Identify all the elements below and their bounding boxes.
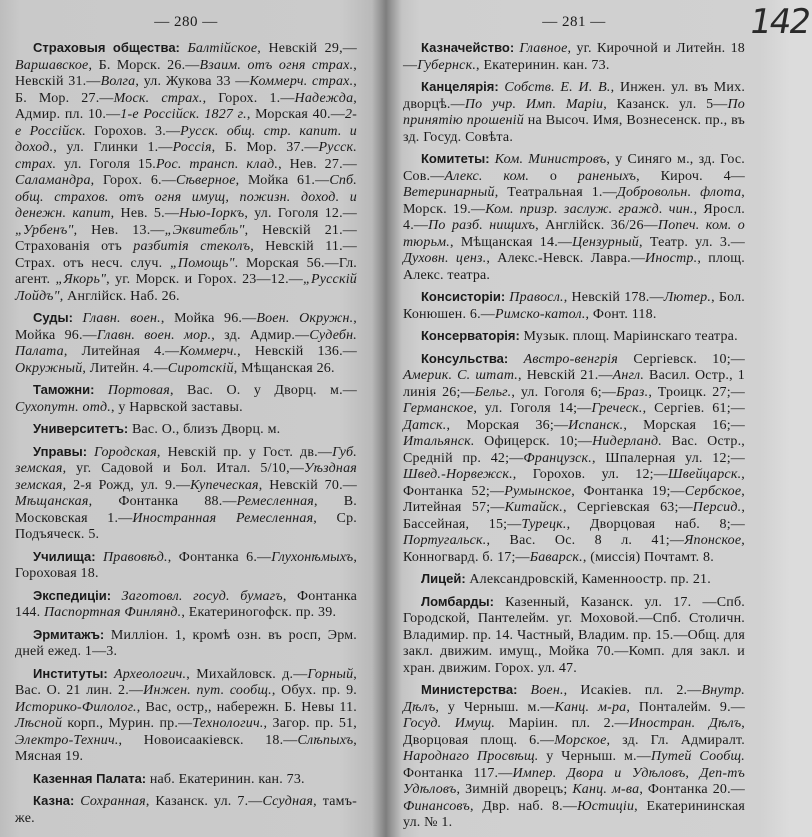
page-number: — 280 — (154, 14, 218, 30)
entry-heading: Казенная Палата: (33, 770, 147, 786)
institution-name: Паспортная Финлянд. (44, 605, 182, 620)
institution-name: Сохранная (80, 794, 146, 809)
address-text: , Фонтанка 20.— (639, 782, 745, 797)
institution-name: Лютер. (663, 290, 712, 305)
directory-entry (15, 771, 357, 789)
address-text: , Сергіевская 63;— (563, 500, 693, 515)
entry-heading: Министерства: (421, 682, 518, 697)
institution-name: Испанск. (568, 417, 624, 433)
institution-name: Швед.-Норвежск. (403, 467, 513, 482)
address-text: . Морская 56.—Гл. агент. (15, 255, 358, 287)
address-text: , ул. Гоголя 14;— (473, 401, 592, 416)
institution-name: Иностран. Дѣлъ (628, 716, 742, 731)
institution-name: Инжен. пут. сообщ. (143, 683, 272, 698)
address-text: , Театр. ул. 3.— (639, 234, 745, 250)
address-text: , Зимній дворецъ; (456, 782, 573, 797)
directory-entry (15, 40, 357, 305)
address-text: , Литейн. 4.— (82, 360, 168, 376)
address-text: , Фонт. 118. (585, 306, 657, 322)
institution-name: Канц. м-ра (554, 699, 627, 715)
institution-name: „Урбенъ" (15, 222, 74, 238)
institution-name: По принятію прошеній (403, 96, 745, 128)
address-text: , Невскій пр. у Гост. дв.— (156, 444, 333, 460)
address-text: у Черныш. м.— (538, 749, 651, 764)
directory-entry (15, 382, 357, 416)
directory-entry (15, 666, 357, 766)
entry-heading: Казначейство: (421, 40, 515, 55)
address-text: , Алекс.-Невск. Лавра.— (486, 251, 646, 266)
address-text: , Морск. 19.— (403, 185, 745, 217)
institution-name: Купеческая (190, 477, 259, 493)
address-text: Маріин. пл. 2.— (495, 716, 629, 731)
address-text: , Горохов. ул. 12;— (512, 467, 668, 482)
directory-entry (403, 289, 745, 323)
institution-name: Правовѣд. (102, 549, 168, 565)
directory-entry (15, 588, 357, 622)
institution-name: „Якорь" (55, 272, 107, 287)
address-text: Вас. Остр., Средній пр. 42;— (403, 434, 745, 466)
address-text: Музык. площ. Маріинскаго театра. (523, 329, 738, 344)
address-text: о (529, 168, 578, 184)
entry-heading: Консульства: (421, 350, 509, 366)
institution-name: разбитія стеколъ (133, 239, 251, 254)
address-text: , уг. Морск. и Горох. 23—12.— (106, 272, 303, 287)
address-text: , уг. Садовой и Бол. Итал. 5/10,— (62, 461, 305, 476)
address-text: корп., Мурин. пр.— (62, 716, 193, 731)
institution-name: Иностр. (645, 251, 698, 266)
institution-name: Китайск. (504, 500, 564, 515)
entry-heading: Экспедиціи: (33, 587, 112, 603)
address-text: , у Черныш. м.— (435, 699, 555, 715)
directory-entry (403, 351, 745, 567)
institution-name: Спб. общ. страхов. отъ огня имущ, пожизн. доход. и денежн. капит (15, 173, 357, 221)
institution-name: Воен. Окружн. (256, 311, 354, 326)
address-text: , Б. Мор. 37.— (211, 140, 319, 155)
institution-name: Финансовъ (403, 798, 470, 814)
institution-name: Персид. (692, 500, 742, 515)
directory-entry (403, 151, 745, 284)
institution-name: Румынское (504, 483, 572, 499)
address-text: , Понталейм. 9.— (626, 699, 745, 715)
address-text: , Шпалерная ул. 12;— (592, 450, 745, 466)
left-page (15, 0, 357, 832)
address-text: , Обух. пр. 9. (271, 683, 357, 698)
institution-name: Губернск. (417, 57, 477, 73)
address-text: , Инжен. ул. въ Мих. дворцѣ.— (403, 80, 746, 112)
institution-name: „Помощь" (169, 255, 235, 271)
address-text: , тамъ-же. (15, 794, 358, 826)
address-text: , зд. Гл. Адмиралт. (606, 732, 746, 748)
address-text: , Мойка 61.— (235, 173, 330, 188)
institution-name: Окружный (15, 360, 83, 376)
institution-name: Технологич. (192, 716, 264, 731)
institution-name: Португальск. (403, 533, 487, 548)
institution-name: Мѣщанская (15, 494, 89, 509)
directory-entry (15, 310, 357, 377)
address-text: , у Нарвской заставы. (111, 399, 243, 415)
institution-name: По учр. Имп. Маріи (464, 96, 604, 112)
directory-entry (403, 594, 745, 678)
address-text: , Гороховая 18. (15, 549, 358, 581)
institution-name: Французск. (523, 450, 592, 466)
institution-name: Ремесленная (236, 494, 315, 509)
institution-name: раненыхъ (577, 168, 637, 184)
institution-name: 2-е Россійск. (15, 107, 357, 139)
address-text: , Невскій 21.—Страхованія отъ (15, 222, 357, 254)
entry-heading: Казна: (33, 793, 75, 808)
address-text: на Высоч. Имя, Вознесенск. пр., въ зд. Госуд. Совѣта. (403, 113, 745, 145)
institution-name: Взаим. отъ огня страх. (199, 57, 354, 73)
institution-name: Коммерч. (179, 344, 238, 359)
address-text: Васил. Остр., 1 линія 26;— (403, 368, 745, 400)
institution-name: Греческ. (591, 401, 643, 416)
directory-entry (15, 549, 357, 583)
address-text: , Невскій 29,— (257, 41, 357, 56)
directory-entry (403, 40, 745, 74)
address-text: , Мѣщанская 14.— (450, 234, 573, 250)
institution-name: Главн. воен. мор. (96, 327, 212, 343)
institution-name: Нидерланд. (592, 434, 662, 449)
address-text: наб. Екатеринин. кан. 73. (149, 771, 305, 787)
address-text: Фонтанка 117.— (403, 765, 513, 781)
institution-name: Канц. м-ва (572, 782, 640, 797)
address-text: , Вас, остр,, набережн. Б. Невы 11. (136, 699, 357, 715)
institution-name: Коммерч. страх. (249, 74, 354, 89)
institution-name: Археологич. (113, 666, 187, 682)
institution-name: Итальянск. (403, 434, 475, 449)
address-text: ул. Гоголя 15. (56, 156, 157, 172)
directory-entry (403, 682, 745, 832)
address-text: , ул. Жукова 33 — (135, 74, 250, 89)
address-text: , Театральная 1.— (494, 185, 617, 200)
institution-name: Лѣсной (15, 716, 63, 731)
address-text: , площ. Алекс. театра. (403, 251, 745, 283)
address-text: , Бассейная, 15;— (403, 500, 746, 532)
address-text: , ул. Глинки 1.— (53, 140, 173, 155)
institution-name: Датск. (403, 417, 447, 433)
institution-name: Алекс. ком. (444, 168, 530, 184)
entry-heading: Канцелярія: (421, 79, 499, 94)
institution-name: Электро-Технич. (15, 732, 119, 748)
address-text: , Вас. О. 21 лин. 2.— (15, 666, 357, 698)
institution-name: Балтійское (187, 41, 258, 56)
institution-name: „Русскій Лойдъ" (15, 272, 357, 304)
address-text: Вас. О., близъ Дворц. м. (131, 422, 281, 437)
address-text: , ул. Гоголя 6;— (511, 384, 617, 400)
address-text: , Морская 36;— (446, 417, 569, 433)
entry-heading: Управы: (33, 443, 88, 459)
institution-name: Главное (519, 41, 568, 56)
address-text: , Морская 16;— (623, 417, 745, 433)
institution-name: Морское (554, 732, 607, 748)
address-text: , Яросл. 4.— (403, 201, 745, 233)
institution-name: Ком. призр. заслуж. гражд. чин. (485, 201, 694, 217)
entry-heading: Комитеты: (421, 151, 490, 166)
address-text: , Адмир. пл. 10.— (15, 90, 357, 122)
institution-name: Судебн. Палата (15, 327, 358, 359)
institution-name: Америк. С. штат. (403, 368, 519, 383)
address-text: , (миссія) Почтамт. 8. (582, 549, 714, 565)
address-text: , Невскій 31.— (15, 57, 357, 89)
address-text: Милліон. 1, кромѣ озн. въ росп, Эрм. дней ежед. 1—3. (15, 627, 357, 659)
address-text: , Мясная 19. (15, 732, 357, 764)
institution-name: Рос. трансп. клад. (156, 156, 279, 172)
address-text: , Мойка 96.— (160, 311, 257, 326)
address-text: , Мѣщанская 26. (233, 360, 335, 376)
address-text: , Нев. 27.— (278, 156, 357, 172)
entry-heading: Суды: (33, 310, 73, 325)
institution-name: По разб. нищихъ (428, 218, 536, 233)
address-text: , у Синяго м., зд. Гос. Сов.— (403, 152, 745, 184)
institution-name: Римско-катол. (494, 306, 586, 322)
address-text: , Дворцовая площ. 6.— (403, 716, 745, 748)
institution-name: Правосл. (509, 290, 564, 305)
address-text: , Горох. 1.— (202, 90, 295, 106)
institution-name: Путей Сообщ. (650, 749, 745, 764)
address-text: , Нев. 5.— (110, 206, 180, 221)
institution-name: Внутр. Дѣлъ (403, 683, 745, 715)
institution-name: Духовн. ценз. (403, 251, 487, 266)
directory-entry (15, 421, 357, 439)
institution-name: Ком. Министровъ (494, 152, 607, 167)
address-text: , Б. Мор. 27.— (15, 74, 357, 106)
institution-name: Волга (100, 74, 136, 89)
address-text: , Троицк. 27;— (648, 384, 745, 400)
institution-name: Иностранная Ремесленная (132, 510, 314, 526)
address-text: , Новоисаакіевск. 18.— (118, 732, 298, 748)
address-text: , Англійск. Наб. 26. (59, 288, 180, 304)
address-text: , Екатеринин. кан. 73. (476, 57, 610, 73)
directory-entry (15, 793, 357, 827)
institution-name: Юстиціи (577, 798, 635, 814)
address-text: , Кироч. 4— (636, 168, 745, 184)
address-text: , Фонтанка 88.— (88, 494, 237, 509)
institution-name: Портовая (107, 383, 170, 398)
institution-name: Собств. Е. И. В. (504, 80, 611, 95)
institution-name: Горный (307, 666, 354, 682)
institution-name: Сиротскій (167, 360, 234, 376)
address-text: , Двр. наб. 8.— (469, 798, 578, 814)
entry-heading: Лицей: (421, 571, 466, 586)
entry-heading: Университетъ: (33, 421, 129, 436)
address-text: , Нев. 13.— (73, 222, 165, 238)
entry-heading: Страховыя общества: (33, 40, 180, 55)
institution-name: Нью-Іоркъ (179, 206, 245, 221)
address-text: , Ср. Подъяческ. 5. (15, 510, 357, 542)
address-text: , Казанск. ул. 5— (603, 96, 728, 112)
institution-name: Ветеринарный (403, 185, 495, 200)
institution-name: Сѣверное (175, 173, 236, 188)
address-text: , Конногвард. б. 17;— (403, 533, 745, 565)
directory-sections (403, 40, 745, 832)
institution-name: Баварск. (529, 549, 583, 565)
institution-name: Городская (94, 444, 157, 460)
institution-name: Японское (684, 533, 742, 548)
institution-name: Госуд. Имущ. (403, 716, 496, 731)
institution-name: Браз. (616, 384, 649, 400)
address-text: , Невскій 70.— (258, 477, 357, 493)
directory-entry (403, 571, 745, 589)
institution-name: Саламандра (15, 173, 91, 188)
entry-heading: Консисторіи: (421, 289, 506, 304)
institution-name: Россія (172, 140, 212, 155)
institution-name: Русск. общ. стр. капит. и доход. (15, 123, 357, 155)
address-text: , Михайловск. д.— (186, 666, 308, 682)
institution-name: Сухопутн. отд. (15, 399, 111, 415)
institution-name: Импер. Двора и Удѣловъ, Деп-тъ Удѣловъ (403, 765, 745, 797)
address-text: Александровскій, Каменноостр. пр. 21. (469, 572, 711, 587)
address-text: , Англійск. 36/26— (535, 218, 658, 233)
directory-entry (15, 627, 357, 661)
address-text: , Вас. Ос. 8 л. 41;— (486, 533, 685, 548)
institution-name: Швейцарск. (667, 467, 742, 482)
institution-name: Уѣздная земская (15, 461, 357, 493)
address-text: Горохов. 3.— (86, 123, 181, 139)
entry-heading: Институты: (33, 665, 108, 681)
entry-heading: Ломбарды: (421, 593, 494, 609)
entry-heading: Консерваторія: (421, 328, 520, 343)
address-text: , Фонтанка 19;— (571, 483, 685, 499)
institution-name: Попеч. ком. о тюрьм. (403, 218, 745, 250)
address-text: , Невскій 11.—Страх. отъ несч. случ. (15, 239, 357, 271)
address-text: , Горох. 6.— (90, 173, 176, 188)
address-text: , Б. Морск. 26.— (88, 57, 200, 73)
address-text: , Сергіев. 61;— (642, 401, 745, 416)
handwritten-page-number: 142 (746, 2, 812, 42)
address-text: , Литейная 57;— (403, 483, 745, 515)
address-text: , Исакіев. пл. 2.— (563, 683, 702, 698)
address-text: , Фонтанка 6.— (167, 549, 272, 565)
address-text: Офицерск. 10;— (474, 434, 593, 449)
entry-heading: Таможни: (33, 382, 95, 397)
address-text: , уг. Кирочной и Литейн. 18— (403, 41, 746, 73)
address-text: , Морская 40.— (246, 107, 345, 122)
page-number: — 281 — (542, 14, 606, 30)
address-text: , Фонтанка 52;— (403, 467, 745, 499)
institution-name: Надежда (294, 90, 354, 106)
address-text: , Казанск. ул. 7.— (145, 794, 263, 809)
institution-name: 1-е Россійск. 1827 г. (120, 107, 247, 122)
address-text: Казенный, Казанск. ул. 17. —Спб. Городской, Пантелейм. уг. Моховой.—Спб. Столичн. Владимир. пр. 14. Частный, Владим. пр. 15.—Общ. для закл. движим. имущ., Мойка 70.—Комп. для закл. и хран. движим. Горох. ул. 47. (403, 594, 745, 676)
institution-name: Турецк. (521, 516, 567, 532)
institution-name: Моск. страх. (113, 90, 203, 106)
institution-name: Главн. воен. (82, 311, 161, 326)
address-text: , зд. Адмир.— (211, 327, 310, 343)
address-text: , В. Московская 1.— (15, 494, 358, 526)
institution-name: Народнаго Просвѣщ. (403, 749, 539, 764)
right-page (403, 0, 745, 837)
institution-name: Бельг. (474, 384, 512, 400)
address-text: , Литейная 4.— (63, 344, 180, 359)
institution-name: Глухонѣмыхъ (271, 549, 354, 565)
directory-entry (15, 444, 357, 544)
institution-name: Добровольн. флота (616, 185, 742, 200)
institution-name: Губ. земская (15, 444, 357, 476)
address-text: , Невскій 21.— (518, 368, 613, 383)
address-text: , Мойка 96.— (15, 311, 357, 343)
address-text: , Фонтанка 144. (15, 588, 357, 620)
directory-entry (403, 328, 745, 346)
institution-name: Ссудная (262, 794, 314, 809)
institution-name: Заготовл. госуд. бумагъ (121, 588, 283, 604)
institution-name: Англ. (612, 368, 645, 383)
institution-name: Цензурный (572, 234, 640, 250)
address-text: , Екатерининская ул. № 1. (403, 798, 745, 830)
institution-name: Германское (403, 401, 474, 416)
directory-entry (403, 79, 745, 146)
address-text: , Екатериногофск. пр. 39. (181, 605, 337, 620)
institution-name: Воен. (530, 683, 564, 698)
address-text: , ул. Гоголя 12.— (244, 206, 358, 221)
institution-name: „Эквитебль" (164, 222, 245, 238)
address-text: , Загор. пр. 51, (263, 716, 357, 731)
institution-name: Историко-Филолог. (15, 699, 137, 715)
directory-sections (15, 40, 357, 827)
entry-heading: Училища: (33, 548, 96, 564)
address-text: , Вас. О. у Дворц. м.— (169, 383, 357, 398)
institution-name: Слѣпыхъ (297, 732, 354, 748)
address-text: , Невскій 178.— (563, 290, 664, 305)
institution-name: Варшавское (15, 57, 89, 73)
address-text: , Невскій 136.— (237, 344, 357, 359)
entry-heading: Эрмитажъ: (33, 626, 105, 642)
address-text: Сергіевск. 10;— (617, 351, 745, 367)
address-text: , Дворцовая наб. 8;— (566, 516, 746, 532)
institution-name: Сербское (684, 483, 742, 499)
institution-name: Русск. страх. (15, 140, 357, 172)
institution-name: Австро-венгрія (523, 351, 618, 367)
address-text: , Бол. Конюшен. 6.— (403, 290, 746, 322)
address-text: , 2-я Рожд, ул. 9.— (62, 477, 191, 493)
